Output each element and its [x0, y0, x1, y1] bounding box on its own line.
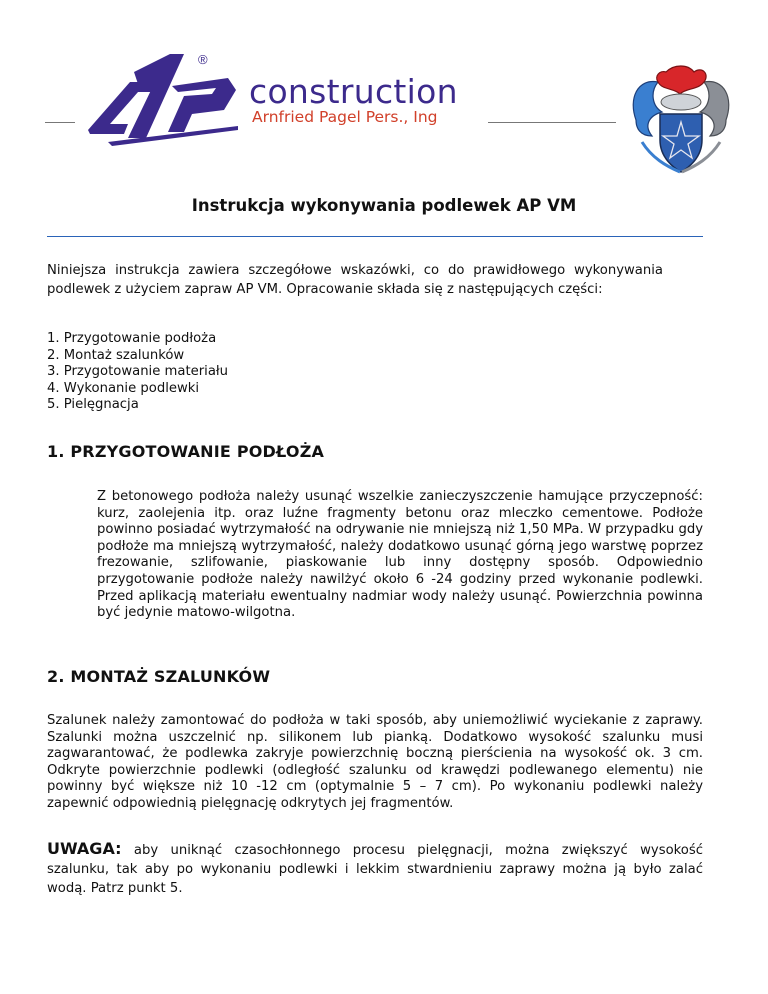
note-text: aby uniknąć czasochłonnego procesu pielęgnacji, można zwiększyć wysokość szalunku, tak aby po wykonaniu podlewki i lekkim stwardnieniu zaprawy można ją było zalać wodą. Patrz punkt 5. — [47, 843, 703, 896]
section-heading-1: 1. PRZYGOTOWANIE PODŁOŻA — [47, 442, 325, 461]
intro-paragraph: Niniejsza instrukcja zawiera szczegółowe wskazówki, co do prawidłowego wykonywania podlewek z użyciem zapraw AP VM. Opracowanie składa się z następujących części: — [47, 263, 663, 297]
header-rule-right — [488, 122, 616, 123]
note-paragraph — [47, 839, 703, 898]
registered-mark: ® — [198, 52, 208, 67]
toc-item: 1. Przygotowanie podłoża — [47, 331, 217, 346]
section-body-1: Z betonowego podłoża należy usunąć wszelkie zanieczyszczenie hamujące przyczepność: kurz, zaolejenia itp. oraz luźne fragmenty betonu oraz mleczko cementowe. Podłoże powinno posiadać wytrzymałość na odrywanie nie mniejszą niż 1,50 MPa. W przypadku gdy podłoże ma mniejszą wytrzymałość, należy dodatkowo usunąć górną jego warstwę poprzez frezowanie, szlifowanie, piaskowanie lub inny dostępny sposób. Odpowiednio przygotowanie podłoże należy nawilżyć około 6 -24 godziny przed wykonanie podlewki. Przed aplikacją materiału ewentualny nadmiar wody należy usunąć. Powierzchnia powinna być jedynie matowo-wilgotna. — [97, 489, 703, 621]
ap-logo-icon — [88, 52, 238, 148]
note-label: UWAGA: — [47, 839, 122, 858]
brand-name: construction — [249, 72, 458, 111]
heraldic-crest-icon — [622, 62, 740, 178]
section-heading-2: 2. MONTAŻ SZALUNKÓW — [47, 667, 271, 686]
letterhead — [0, 0, 768, 200]
document-title: Instrukcja wykonywania podlewek AP VM — [191, 196, 577, 215]
header-rule-left — [45, 122, 75, 123]
section-body-2: Szalunek należy zamontować do podłoża w taki sposób, aby uniemożliwić wyciekanie z zaprawy. Szalunki można uszczelnić np. silikonem lub pianką. Dodatkowo wysokość szalunku musi zagwarantować, że podlewka zakryje powierzchnię boczną pierścienia na wysokość ok. 3 cm. Odkryte powierzchnie podlewki (odległość szalunku od krawędzi podlewanego elementu) nie powinny być większe niż 10 -12 cm (optymalnie 5 – 7 cm). Po wykonaniu podlewki należy zapewnić odpowiednią pielęgnację odkrytych jej fragmentów. — [47, 713, 703, 811]
toc-item: 5. Pielęgnacja — [47, 397, 139, 413]
toc-item: 4. Wykonanie podlewki — [47, 380, 200, 396]
title-underline — [47, 236, 703, 237]
table-of-contents — [47, 331, 228, 414]
brand-subtitle: Arnfried Pagel Pers., Ing — [252, 108, 438, 126]
toc-item: 3. Przygotowanie materiału — [47, 364, 228, 380]
toc-item: 2. Montaż szalunków — [47, 347, 185, 363]
